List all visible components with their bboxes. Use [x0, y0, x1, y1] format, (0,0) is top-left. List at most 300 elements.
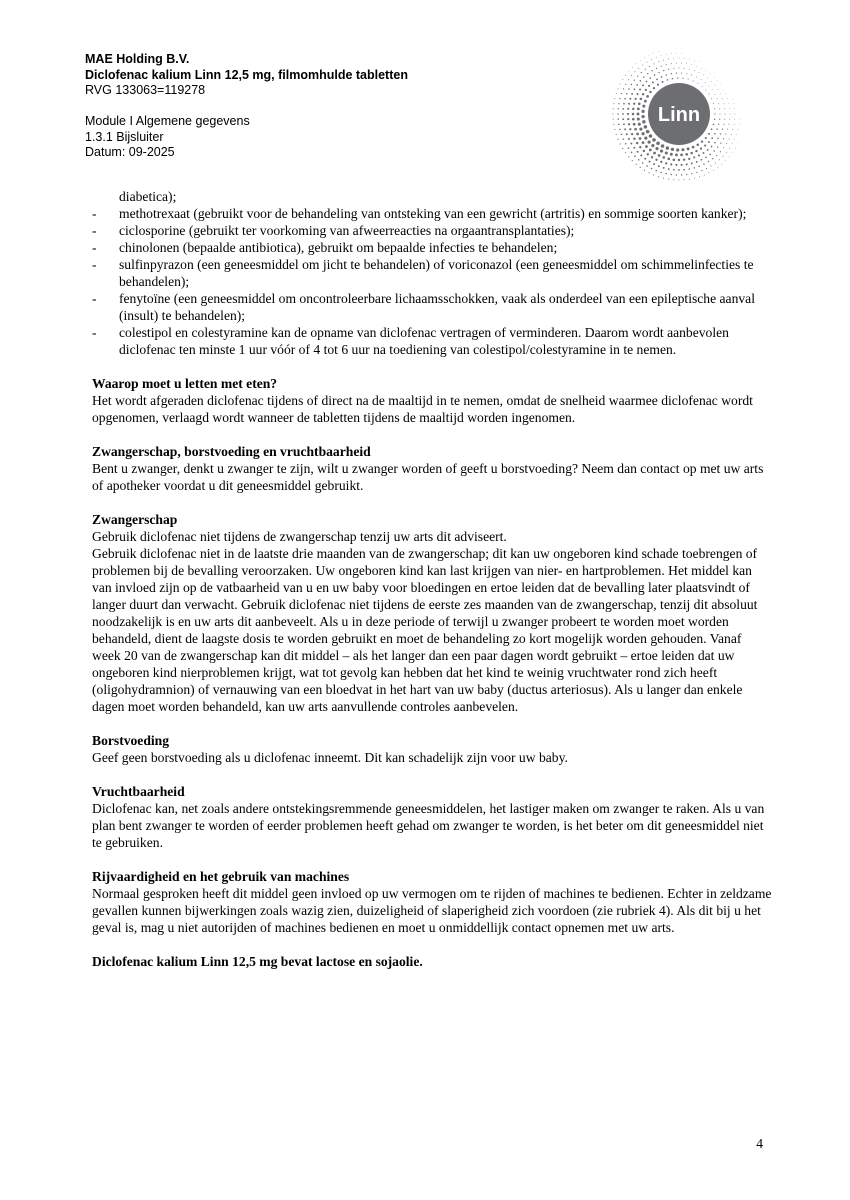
logo-dot [637, 76, 638, 77]
logo-dot [613, 108, 614, 109]
logo-dot [719, 159, 720, 160]
logo-dot [677, 77, 678, 78]
logo-dot [726, 94, 727, 95]
company-name: MAE Holding B.V. [85, 52, 190, 66]
logo-dot [636, 84, 638, 86]
logo-dot [688, 79, 689, 80]
list-item: - sulfinpyrazon (een geneesmiddel om jicht te behandelen) of voriconazol (een geneesmiddel om schimmelinfecties te behandelen); [92, 256, 772, 290]
logo-dot [625, 152, 626, 153]
logo-dot [684, 58, 685, 59]
logo-dot [616, 93, 617, 94]
logo-dot [646, 130, 650, 134]
logo-dot [642, 64, 643, 65]
logo-dot [671, 63, 672, 64]
logo-dot [637, 118, 640, 121]
logo-dot [701, 159, 703, 161]
logo-dot [622, 108, 624, 110]
logo-dot [642, 141, 645, 144]
logo-dot [686, 163, 688, 165]
logo-dot [624, 98, 626, 100]
logo-dot [617, 139, 618, 140]
logo-dot [723, 147, 724, 148]
logo-dot [705, 90, 706, 91]
logo-dot [623, 138, 625, 140]
logo-dot [631, 133, 633, 135]
logo-dot [689, 59, 690, 60]
logo-dot [616, 134, 617, 135]
logo-dot [661, 66, 662, 67]
logo-dot [721, 164, 722, 165]
logo-dot [663, 167, 665, 169]
logo-dot [649, 161, 651, 163]
logo-dot [641, 132, 644, 135]
logo-dot [632, 113, 635, 116]
logo-dot [655, 170, 657, 172]
logo-dot [701, 170, 702, 171]
logo-dot [634, 71, 635, 72]
logo-dot [673, 169, 675, 171]
logo-dot [649, 55, 650, 56]
logo-dot [640, 98, 643, 101]
logo-dot [706, 168, 707, 169]
logo-dot [640, 167, 641, 168]
logo-dot [714, 133, 716, 135]
logo-dot [689, 179, 690, 180]
logo-dot [732, 143, 733, 144]
logo-dot [661, 76, 663, 78]
section [92, 443, 772, 494]
logo-dot [614, 98, 615, 99]
logo-dot [644, 57, 645, 58]
logo-dot [708, 161, 709, 162]
logo-dot [715, 94, 716, 95]
logo-dot [699, 61, 700, 62]
section-title: Waarop moet u letten met eten? [92, 376, 278, 391]
logo-dot [700, 148, 702, 150]
logo-dot [655, 147, 658, 150]
logo-dot [645, 89, 647, 91]
list-item: diabetica); [119, 189, 177, 204]
logo-dot [673, 68, 674, 69]
logo-dot [688, 158, 690, 160]
logo-dot [621, 134, 623, 136]
logo-dot [648, 172, 649, 173]
logo-dot [640, 154, 642, 156]
logo-dot [667, 158, 670, 161]
logo-dot [638, 159, 640, 161]
logo-dot [729, 138, 730, 139]
logo-dot [618, 124, 620, 126]
logo-dot [646, 81, 648, 83]
section-text: Diclofenac kan, net zoals andere ontstekingsremmende geneesmiddelen, het lastiger maken om zwanger te raken. Als u van plan bent zwanger te worden of eerder problemen heeft gehad om zwanger te worden, is het beter om dit geneesmiddel niet te gebruiken. [92, 801, 765, 850]
logo-dot [704, 175, 705, 176]
logo-dot [622, 79, 623, 80]
logo-dot [663, 60, 664, 61]
logo-dot [660, 172, 662, 174]
logo-dot [723, 103, 724, 104]
logo-dot [642, 93, 644, 95]
logo-dot [678, 159, 680, 161]
logo-dot [643, 150, 645, 152]
logo-dot [636, 164, 637, 165]
logo-dot [710, 165, 711, 166]
logo-dot [682, 78, 683, 79]
logo-dot [693, 156, 695, 158]
logo-dot [698, 154, 700, 156]
logo-dot [678, 169, 680, 171]
logo-dot [666, 54, 667, 55]
logo-dot [641, 115, 644, 118]
logo-dot [649, 66, 650, 67]
logo-dot [714, 119, 715, 120]
logo-dot [613, 119, 614, 120]
logo-dot [640, 60, 641, 61]
logo-dot [646, 95, 649, 98]
logo-text: Linn [657, 104, 701, 126]
logo-dot [705, 137, 707, 139]
logo-dot [734, 103, 735, 104]
logo-dot [701, 79, 702, 80]
logo-dot [694, 70, 695, 71]
logo-dot [725, 160, 726, 161]
logo-dot [717, 98, 718, 99]
logo-dot [712, 90, 713, 91]
logo-dot [719, 113, 720, 114]
logo-dot [713, 124, 715, 126]
section [92, 375, 772, 426]
logo-dot [673, 179, 674, 180]
logo-dot [734, 124, 735, 125]
logo-dot [642, 120, 645, 123]
logo-dot [649, 149, 652, 152]
logo-dot [684, 68, 685, 69]
logo-dot [720, 151, 721, 152]
section-title: Rijvaardigheid en het gebruik van machines [92, 869, 350, 884]
logo-dot [613, 103, 614, 104]
logo-dot [651, 156, 653, 158]
logo-dot [676, 174, 677, 175]
logo-dot [729, 148, 730, 149]
logo-dot [663, 70, 664, 71]
logo-dot [612, 113, 613, 114]
logo-dot [726, 152, 727, 153]
list-item: - fenytoïne (een geneesmiddel om oncontroleerbare lichaamsschokken, vaak als onderdeel van een epileptische aanval (insult) te behandelen); [92, 290, 772, 324]
logo-dot [670, 153, 673, 156]
logo-dot [663, 178, 664, 179]
logo-dot [638, 68, 639, 69]
logo-dot [653, 163, 655, 165]
logo-dot [707, 78, 708, 79]
logo-dot [733, 98, 734, 99]
logo-dot [640, 80, 642, 82]
logo-dot [731, 134, 732, 135]
logo-dot [625, 84, 626, 85]
logo-dot [709, 94, 710, 95]
logo-dot [617, 113, 618, 114]
logo-dot [636, 133, 639, 136]
section [92, 783, 772, 851]
logo-dot [694, 60, 695, 61]
logo-dot [649, 77, 651, 79]
logo-dot [656, 68, 657, 69]
logo-dot [696, 161, 698, 163]
logo-dot [711, 81, 712, 82]
logo-dot [645, 145, 648, 148]
logo-dot [723, 156, 724, 157]
logo-dot [684, 179, 685, 180]
logo-dot [703, 75, 704, 76]
logo-dot [686, 63, 687, 64]
logo-dot [634, 80, 635, 81]
logo-dot [632, 67, 633, 68]
logo-dot [620, 143, 621, 144]
logo-dot [654, 74, 656, 76]
list-item: - methotrexaat (gebruikt voor de behandeling van ontsteking van een gewricht (artritis) en sommige soorten kanker); [92, 205, 772, 222]
logo-dot [681, 164, 683, 166]
logo-dot [701, 68, 702, 69]
logo-dot [649, 134, 653, 138]
logo-dot [652, 81, 654, 83]
logo-dot [658, 72, 659, 73]
logo-dot [668, 179, 669, 180]
logo-dot [661, 144, 665, 148]
logo-dot [658, 51, 659, 52]
logo-dot [618, 108, 619, 109]
logo-dot [679, 58, 680, 59]
logo-dot [655, 159, 657, 161]
logo-dot [628, 123, 630, 125]
logo-dot [693, 80, 694, 81]
logo-dot [623, 123, 625, 125]
logo-dot [729, 108, 730, 109]
logo-dot [685, 153, 688, 156]
logo-dot [666, 146, 669, 149]
logo-dot [621, 93, 622, 94]
logo-dot [714, 142, 716, 144]
logo-dot [653, 174, 654, 175]
logo-dot [644, 137, 647, 140]
list-item: - ciclosporine (gebruikt ter voorkoming van afweerreacties na orgaantransplantaties); [92, 222, 772, 239]
logo-dot [651, 144, 654, 147]
logo-dot [614, 129, 615, 130]
logo-dot [675, 164, 677, 166]
logo-dot [671, 148, 674, 151]
final-heading: Diclofenac kalium Linn 12,5 mg bevat lactose en sojaolie. [92, 954, 423, 969]
logo-dot [628, 79, 629, 80]
logo-dot [691, 173, 692, 174]
logo-dot [671, 73, 672, 74]
logo-dot [711, 98, 712, 99]
logo-dot [714, 77, 715, 78]
logo-dot [697, 83, 698, 84]
logo-dot [638, 123, 641, 126]
logo-dot [620, 84, 621, 85]
section-title: Borstvoeding [92, 733, 170, 748]
logo-dot [704, 145, 706, 147]
logo-dot [628, 88, 630, 90]
logo-dot [725, 114, 726, 115]
section-text: Het wordt afgeraden diclofenac tijdens of direct na de maaltijd in te nemen, omdat de snelheid waarmee diclofenac wordt opgenomen, verlaagd wordt wanneer de tabletten tijdens de maaltijd worden ingenomen. [92, 393, 753, 425]
logo-dot [639, 128, 642, 131]
logo-dot [720, 142, 721, 143]
logo-dot [708, 86, 709, 87]
logo-dot [711, 146, 713, 148]
logo-dot [694, 178, 695, 179]
section [92, 868, 772, 936]
leaflet-body [92, 188, 772, 970]
logo-dot [644, 125, 648, 129]
logo-dot [639, 137, 642, 140]
logo-dot [723, 138, 724, 139]
logo-dot [719, 119, 720, 120]
logo-dot [642, 84, 644, 86]
logo-dot [723, 124, 724, 125]
logo-dot [660, 161, 662, 163]
logo-dot [671, 174, 672, 175]
logo-dot [645, 69, 646, 70]
logo-dot [618, 88, 619, 89]
logo-dot [639, 89, 641, 91]
logo-dot [696, 66, 697, 67]
logo-dot [680, 154, 683, 157]
logo-dot [649, 91, 651, 93]
logo-dot [653, 87, 655, 89]
logo-dot [681, 174, 682, 175]
logo-dot [691, 162, 693, 164]
logo-dot [647, 153, 649, 155]
logo-dot [714, 108, 715, 109]
logo-dot [709, 172, 710, 173]
logo-dot [643, 76, 645, 78]
logo-dot [738, 129, 739, 130]
sections-container [92, 375, 772, 936]
logo-dot [676, 72, 677, 73]
logo-dot [647, 62, 648, 63]
logo-dot [739, 124, 740, 125]
logo-dot [622, 148, 623, 149]
logo-dot [657, 84, 659, 86]
logo-dot [627, 118, 629, 120]
logo-dot [641, 72, 642, 73]
logo-dot [715, 163, 716, 164]
logo-dot [681, 63, 682, 64]
logo-dot [665, 151, 668, 154]
logo-dot [683, 159, 685, 161]
logo-dot [675, 153, 678, 156]
logo-dot [698, 165, 700, 167]
logo-dot [658, 165, 660, 167]
logo-dot [728, 124, 729, 125]
logo-dot [628, 138, 630, 140]
section-title: Zwangerschap, borstvoeding en vruchtbaarheid [92, 444, 371, 459]
section-text: Gebruik diclofenac niet in de laatste drie maanden van de zwangerschap; dit kan uw ongeboren kind schade toebrengen of problemen bij de bevalling veroorzaken. Uw ongeboren kind kan last krijgen van nier- en hartproblemen. Het middel kan van invloed zijn op de vatbaarheid van u en uw baby voor bloedingen en ertoe leiden dat de bevalling later plaatsvindt of langer duurt dan verwacht. Gebruik diclofenac niet tijdens de eerste zes maanden van de zwangerschap, tenzij dit absoluut noodzakelijk is en uw arts dit aanbeveelt. Als u in deze periode of terwijl u zwanger probeert te worden moet worden behandeld, dient de laagste dosis te worden gebruikt en moet de behandeling zo kort mogelijk worden gehouden. Vanaf week 20 van de zwangerschap kan dit middel – als het langer dan een paar dagen wordt gebruikt – ertoe leiden dat uw ongeboren kind nierproblemen krijgt, wat tot gevolg kan hebben dat het kind te weinig vruchtwater rond zich heeft (oligohydramnion) of vernauwing van een bloedvat in het hart van uw baby (ductus arteriosus). Als u langer dan enkele dagen moet worden behandeld, kan uw arts aanvullende controles aanbevelen. [92, 546, 758, 714]
logo-dot [625, 143, 627, 145]
logo-dot [630, 142, 632, 144]
logo-dot [713, 170, 714, 171]
logo-dot [676, 148, 679, 151]
logo-dot [628, 103, 630, 105]
logo-dot [619, 129, 621, 131]
logo-dot [661, 55, 662, 56]
logo-dot [644, 170, 645, 171]
logo-dot [654, 63, 655, 64]
logo-dot [736, 134, 737, 135]
logo-dot [711, 128, 713, 130]
logo-dot [699, 72, 700, 73]
section-text: Bent u zwanger, denkt u zwanger te zijn, wilt u zwanger worden of geeft u borstvoeding? Neem dan contact op met uw arts of apotheker voordat u dit geneesmiddel gebruikt. [92, 461, 764, 493]
logo-dot [681, 73, 682, 74]
logo-dot [636, 142, 638, 144]
logo-dot [644, 158, 646, 160]
logo-dot [739, 119, 740, 120]
logo-dot [717, 167, 718, 168]
logo-dot [730, 114, 731, 115]
logo-dot [633, 138, 635, 140]
logo-dot [622, 118, 624, 120]
logo-dot [636, 93, 638, 95]
logo-dot [623, 88, 624, 89]
logo-dot [701, 141, 703, 143]
logo-dot [713, 103, 714, 104]
logo-dot [732, 129, 733, 130]
logo-dot [686, 73, 687, 74]
logo-dot [722, 129, 723, 130]
logo-dot [714, 113, 715, 114]
logo-dot [696, 172, 697, 173]
logo-dot [716, 128, 717, 129]
logo-dot [703, 152, 705, 154]
logo-dot [631, 152, 633, 154]
logo-dot [692, 146, 695, 149]
logo-dot [628, 156, 629, 157]
logo-dot [699, 176, 700, 177]
logo-dot [703, 163, 704, 164]
logo-dot [720, 133, 721, 134]
logo-dot [662, 81, 664, 83]
logo-dot [717, 147, 718, 148]
logo-dot [613, 124, 614, 125]
logo-dot [651, 59, 652, 60]
logo-dot [632, 118, 635, 121]
logo-dot [633, 147, 635, 149]
logo-dot [668, 69, 669, 70]
logo-dot [688, 168, 690, 170]
logo-dot [734, 109, 735, 110]
logo-dot [672, 78, 674, 80]
logo-dot [656, 78, 658, 80]
logo-dot [673, 158, 676, 161]
logo-dot [734, 119, 735, 120]
logo-dot [676, 53, 677, 54]
logo-dot [647, 73, 648, 74]
logo-dot [658, 154, 661, 157]
module-label: Module I Algemene gegevens [85, 114, 250, 128]
logo-dot [721, 85, 722, 86]
logo-dot [665, 173, 666, 174]
logo-dot [724, 108, 725, 109]
logo-dot [652, 138, 656, 142]
product-name: Diclofenac kalium Linn 12,5 mg, filmomhulde tabletten [85, 67, 408, 82]
logo-dot [735, 114, 736, 115]
logo-dot [651, 168, 653, 170]
interaction-list [92, 188, 772, 358]
logo-dot [634, 98, 636, 100]
logo-dot [665, 162, 667, 164]
logo-dot [653, 152, 656, 155]
logo-dot [729, 157, 730, 158]
logo-dot [642, 105, 645, 108]
logo-dot [656, 57, 657, 58]
